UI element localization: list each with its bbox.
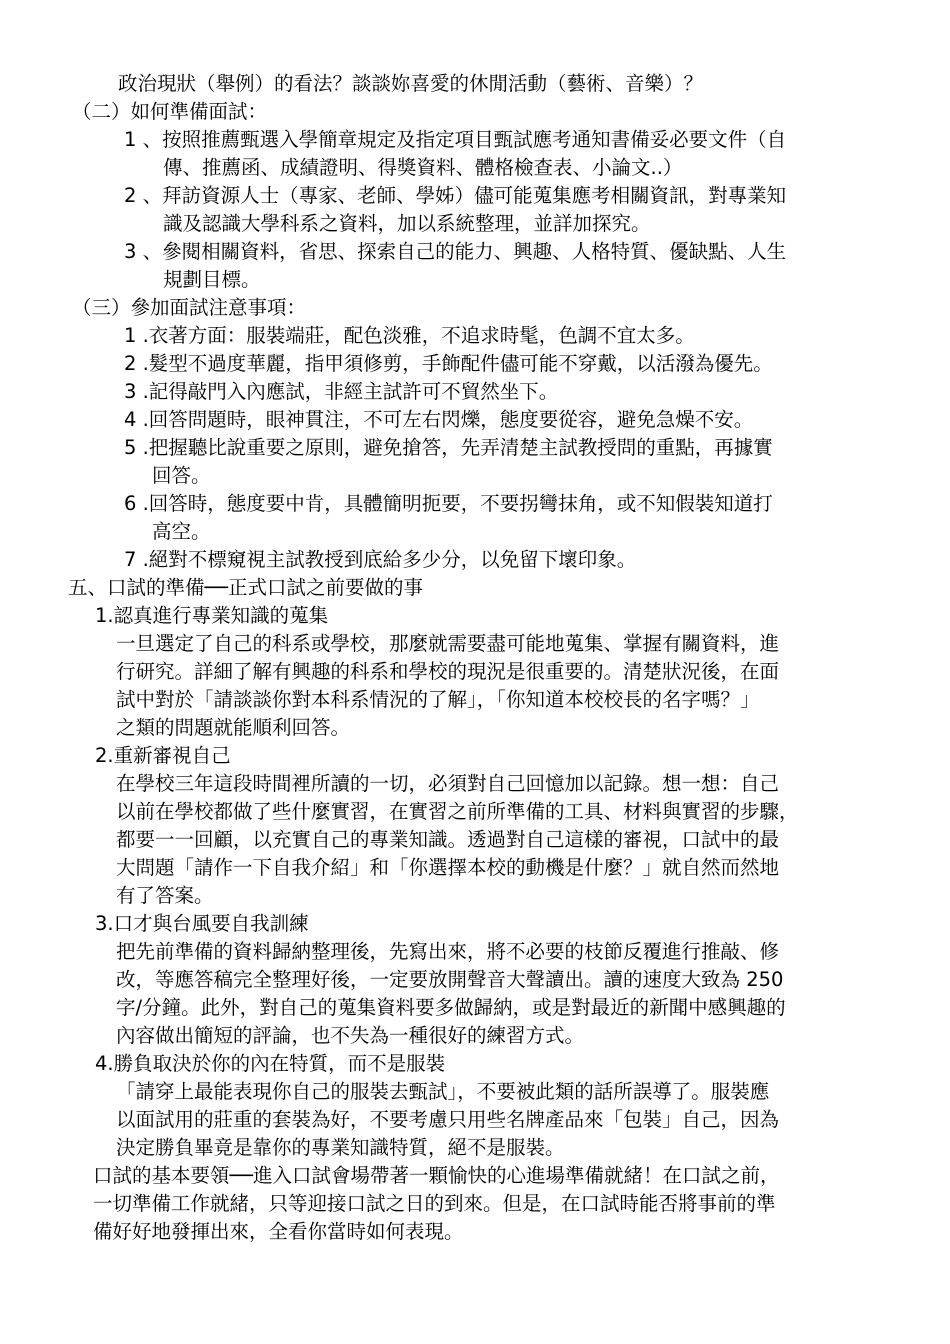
list-item-continuation: 傳、推薦函、成績證明、得獎資料、體格檢查表、小論文..） [163, 156, 683, 179]
list-item: 2 、拜訪資源人士（專家、老師、學姊）儘可能蒐集應考相關資訊，對專業知 [124, 184, 787, 207]
list-item: 1 .衣著方面：服裝端莊，配色淡雅，不追求時髦，色調不宜太多。 [124, 324, 695, 347]
section-heading: （三）參加面試注意事項： [72, 296, 307, 319]
paragraph-line: 在學校三年這段時間裡所讀的一切，必須對自己回憶加以記錄。想一想：自己 [116, 772, 780, 795]
list-item-continuation: 規劃目標。 [163, 268, 261, 291]
subsection-heading: 3.口才與台風要自我訓練 [95, 912, 309, 935]
paragraph-line: 一切準備工作就緒，只等迎接口試之日的到來。但是，在口試時能否將事前的準 [93, 1192, 776, 1215]
paragraph-line: 以前在學校都做了些什麼實習，在實習之前所準備的工具、材料與實習的步驟， [116, 800, 799, 823]
list-item: 3 、參閱相關資料，省思、探索自己的能力、興趣、人格特質、優缺點、人生 [124, 240, 787, 263]
section-heading: 五、口試的準備──正式口試之前要做的事 [68, 576, 423, 599]
paragraph-line: 「請穿上最能表現你自己的服裝去甄試」，不要被此類的話所誤導了。服裝應 [116, 1080, 770, 1103]
paragraph-line: 試中對於「請談談你對本科系情況的了解」，「你知道本校校長的名字嗎？」 [116, 688, 760, 711]
section-heading: （二）如何準備面試： [72, 100, 268, 123]
paragraph-line: 行研究。詳細了解有興趣的科系和學校的現況是很重要的。清楚狀況後，在面 [116, 660, 780, 683]
list-item: 3 .記得敲門入內應試，非經主試許可不貿然坐下。 [124, 380, 559, 403]
subsection-heading: 2.重新審視自己 [95, 744, 231, 767]
paragraph-line: 以面試用的莊重的套裝為好，不要考慮只用些名牌產品來「包裝」自己，因為 [116, 1108, 780, 1131]
paragraph-line: 都要一一回顧，以充實自己的專業知識。透過對自己這樣的審視，口試中的最 [116, 828, 780, 851]
paragraph-line: 大問題「請作一下自我介紹」和「你選擇本校的動機是什麼？」就自然而然地 [116, 856, 780, 879]
paragraph-line: 決定勝負畢竟是靠你的專業知識特質，絕不是服裝。 [116, 1136, 565, 1159]
list-item: 7 .絕對不標窺視主試教授到底給多少分，以免留下壞印象。 [124, 548, 637, 571]
list-item: 5 .把握聽比說重要之原則，避免搶答，先弄清楚主試教授問的重點，再據實 [124, 436, 773, 459]
paragraph-line: 備好好地發揮出來，全看你當時如何表現。 [93, 1220, 464, 1243]
subsection-heading: 4.勝負取決於你的內在特質，而不是服裝 [95, 1052, 446, 1075]
paragraph-line: 字/分鐘。此外，對自己的蒐集資料要多做歸納，或是對最近的新聞中感興趣的 [116, 996, 786, 1019]
list-item: 2 .髮型不過度華麗，指甲須修剪，手飾配件儘可能不穿戴，以活潑為優先。 [124, 352, 773, 375]
list-item: 1 、按照推薦甄選入學簡章規定及指定項目甄試應考通知書備妥必要文件（自 [124, 128, 787, 151]
paragraph-line: 有了答案。 [116, 884, 214, 907]
subsection-heading: 1.認真進行專業知識的蒐集 [95, 604, 329, 627]
paragraph-line: 口試的基本要領──進入口試會場帶著一顆愉快的心進場準備就緒！在口試之前， [93, 1164, 780, 1187]
paragraph-line: 改，等應答稿完全整理好後，一定要放開聲音大聲讀出。讀的速度大致為 250 [116, 968, 784, 991]
list-item-continuation: 高空。 [152, 520, 211, 543]
paragraph-line: 政治現狀（舉例）的看法？談談妳喜愛的休閒活動（藝術、音樂）？ [118, 72, 704, 95]
list-item-continuation: 回答。 [152, 464, 211, 487]
list-item: 6 .回答時，態度要中肯，具體簡明扼要，不要拐彎抹角，或不知假裝知道打 [124, 492, 773, 515]
paragraph-line: 把先前準備的資料歸納整理後，先寫出來，將不必要的枝節反覆進行推敲、修 [116, 940, 780, 963]
list-item-continuation: 識及認識大學科系之資料，加以系統整理，並詳加探究。 [163, 212, 651, 235]
paragraph-line: 內容做出簡短的評論，也不失為一種很好的練習方式。 [116, 1024, 585, 1047]
paragraph-line: 一旦選定了自己的科系或學校，那麼就需要盡可能地蒐集、掌握有關資料，進 [116, 632, 780, 655]
paragraph-line: 之類的問題就能順利回答。 [116, 716, 351, 739]
list-item: 4 .回答問題時，眼神貫注，不可左右閃爍，態度要從容，避免急燥不安。 [124, 408, 754, 431]
